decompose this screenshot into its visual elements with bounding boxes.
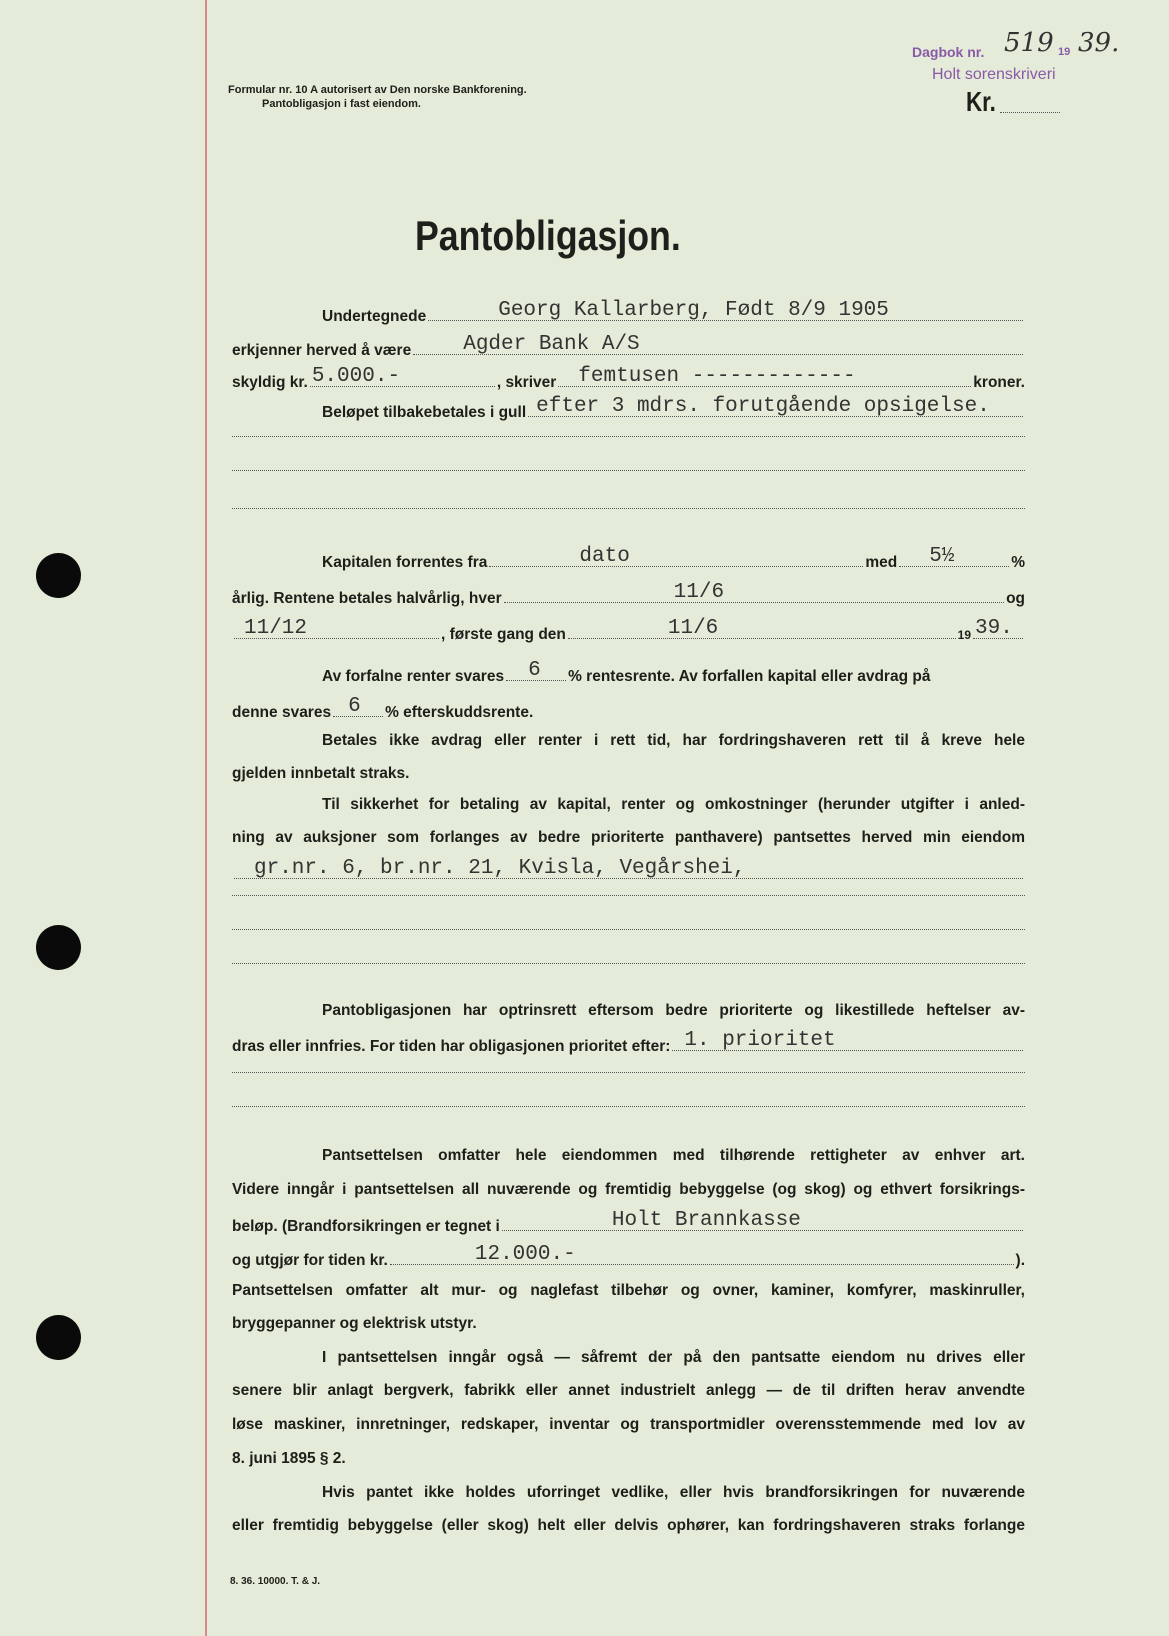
label: , skriver: [496, 374, 557, 391]
blank-line: [232, 1106, 1025, 1107]
margin-line: [205, 0, 207, 1636]
undertegnede-row: [322, 299, 1025, 328]
paragraph-line: Til sikkerhet for betaling av kapital, renter og omkostninger (herunder utgifter i anled-: [322, 796, 1025, 813]
repayment-value: efter 3 mdrs. forutgående opsigelse.: [536, 395, 990, 418]
creditor-value: Agder Bank A/S: [463, 333, 640, 356]
erkjenner-row: [232, 333, 1025, 362]
brand-row: [232, 1209, 1025, 1238]
blank-line: [232, 436, 1025, 437]
kapitalen-row: [322, 545, 1025, 574]
paragraph-line: gjelden innbetalt straks.: [232, 765, 410, 782]
date2-value: 11/12: [244, 617, 308, 640]
punch-hole: [36, 1315, 81, 1360]
stamp-dagbok: Dagbok nr.: [912, 44, 985, 60]
debtor-value: Georg Kallarberg, Født 8/9 1905: [498, 299, 889, 322]
paragraph-line: Pantsettelsen omfatter hele eiendommen med tilhørende rettigheter av enhver art.: [322, 1147, 1025, 1164]
punch-hole: [36, 553, 81, 598]
amount-value: 5.000.-: [311, 365, 401, 388]
efterskudd-value: 6: [348, 695, 361, 718]
blank-line: [232, 470, 1025, 471]
label: beløp. (Brandforsikringen er tegnet i: [232, 1218, 500, 1235]
stamp-19: 19: [1058, 46, 1071, 58]
label: Beløpet tilbakebetales i gull: [322, 404, 527, 421]
label: Kapitalen forrentes fra: [322, 554, 488, 571]
belopet-row: [322, 395, 1025, 424]
label: og utgjør for tiden kr.: [232, 1252, 388, 1269]
kr-line: [1000, 112, 1060, 113]
form-line-1: Formular nr. 10 A autorisert av Den norske Bankforening.: [228, 84, 527, 96]
first-year-value: 39.: [975, 617, 1013, 640]
label: Av forfalne renter svares: [322, 668, 505, 685]
stamp-office: Holt sorenskriveri: [932, 66, 1056, 83]
paragraph-line: I pantsettelsen inngår også — såfremt der på den pantsatte eiendom nu drives eller: [322, 1349, 1025, 1366]
blank-line: [232, 1072, 1025, 1073]
label: årlig. Rentene betales halvårlig, hver: [232, 590, 502, 607]
first-date-value: 11/6: [667, 617, 719, 640]
paragraph-line: løse maskiner, innretninger, redskaper, inventar og transportmidler overensstemmende med lov av: [232, 1416, 1025, 1433]
utgjor-row: [232, 1243, 1025, 1272]
property-row: [232, 857, 1025, 886]
prioritet-row: [232, 1029, 1025, 1058]
label: % rentesrente. Av forfallen kapital eller avdrag på: [568, 668, 931, 685]
label: og: [1006, 590, 1025, 607]
forste-row: [232, 617, 1025, 646]
label: ).: [1015, 1252, 1025, 1269]
label: denne svares: [232, 704, 332, 721]
paragraph-line: senere blir anlagt bergverk, fabrikk eller annet industrielt anlegg — de til driften herav anvendte: [232, 1382, 1025, 1399]
blank-line: [232, 895, 1025, 896]
rentesrente-value: 6: [528, 659, 541, 682]
paragraph-line: Videre inngår i pantsettelsen all nuværende og fremtidig bebyggelse (og skog) og ethvert forsikrings-: [232, 1181, 1025, 1198]
rate-value: 5½: [929, 545, 955, 568]
skyldig-row: [232, 365, 1025, 394]
label: dras eller innfries. For tiden har obligasjonen prioritet efter:: [232, 1038, 671, 1055]
paragraph-line: 8. juni 1895 § 2.: [232, 1450, 346, 1467]
label: 19: [957, 628, 971, 642]
label: , første gang den: [441, 626, 566, 643]
paragraph-line: bryggepanner og elektrisk utstyr.: [232, 1315, 477, 1332]
blank-line: [232, 963, 1025, 964]
from-value: dato: [579, 545, 630, 568]
label: % efterskuddsrente.: [385, 704, 534, 721]
denne-row: [232, 695, 1025, 724]
label: %: [1011, 554, 1025, 571]
label: Undertegnede: [322, 308, 427, 325]
blank-line: [232, 508, 1025, 509]
label: skyldig kr.: [232, 374, 308, 391]
prioritet-value: 1. prioritet: [684, 1029, 836, 1052]
forfalne-row: [322, 659, 1025, 688]
paragraph-line: Pantsettelsen omfatter alt mur- og naglefast tilbehør og ovner, kaminer, komfyrer, maskinruller,: [232, 1282, 1025, 1299]
property-value: gr.nr. 6, br.nr. 21, Kvisla, Vegårshei,: [254, 857, 746, 880]
form-line-2: Pantobligasjon i fast eiendom.: [262, 98, 421, 110]
blank-line: [232, 929, 1025, 930]
label: kroner.: [973, 374, 1025, 391]
label: erkjenner herved å være: [232, 342, 412, 359]
punch-hole: [36, 925, 81, 970]
arlig-row: [232, 581, 1025, 610]
paragraph-line: eller fremtidig bebyggelse (eller skog) helt eller delvis ophører, kan fordringshaveren straks forlange: [232, 1517, 1025, 1534]
amount-words: femtusen -------------: [578, 365, 856, 388]
label: med: [865, 554, 898, 571]
insured-amount-value: 12.000.-: [474, 1243, 576, 1266]
paragraph-line: Hvis pantet ikke holdes uforringet vedlike, eller hvis brandforsikringen for nuværende: [322, 1484, 1025, 1501]
dagbok-number: 519: [1004, 28, 1054, 58]
brandkasse-value: Holt Brannkasse: [611, 1209, 801, 1232]
footer-print-code: 8. 36. 10000. T. & J.: [230, 1576, 321, 1587]
paragraph-line: Betales ikke avdrag eller renter i rett tid, har fordringshaveren rett til å kreve hele: [322, 732, 1025, 749]
paragraph-line: Pantobligasjonen har optrinsrett eftersom bedre prioriterte og likestillede heftelser av-: [322, 1002, 1025, 1019]
dagbok-year: 39.: [1078, 28, 1120, 58]
kr-label: Kr.: [966, 86, 996, 117]
page-title: Pantobligasjon.: [415, 212, 681, 259]
paragraph-line: ning av auksjoner som forlanges av bedre prioriterte panthavere) pantsettes herved min eiendom: [232, 829, 1025, 846]
date1-value: 11/6: [673, 581, 725, 604]
